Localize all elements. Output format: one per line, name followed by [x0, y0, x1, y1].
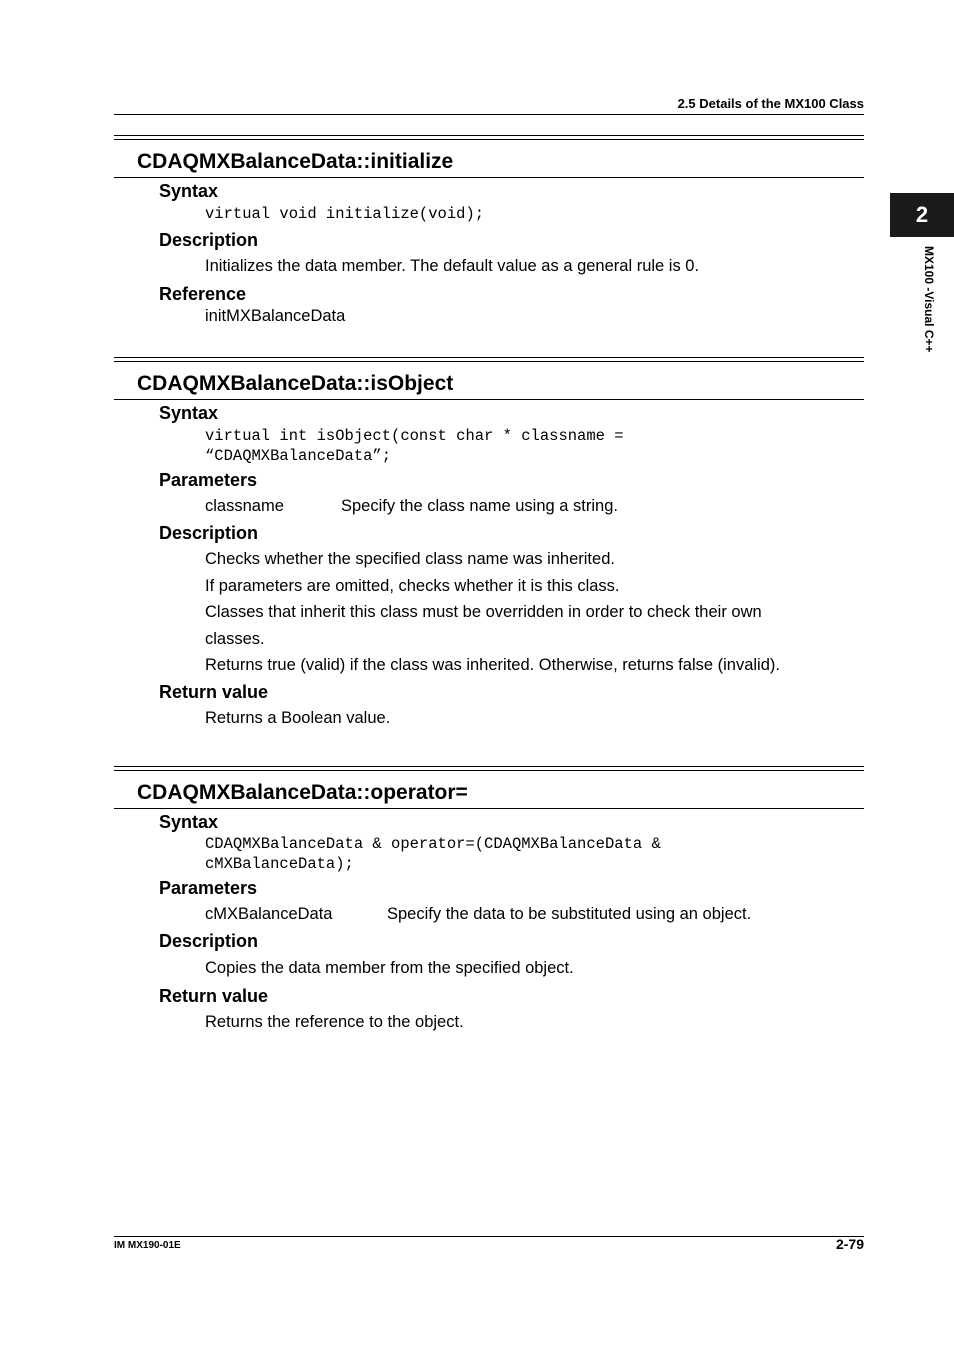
- parameter-row: [205, 493, 864, 519]
- reference-value: initMXBalanceData: [205, 306, 346, 325]
- section-operator-assign: [114, 766, 864, 1035]
- parameter-description: Specify the class name using a string.: [341, 497, 618, 515]
- section-title: CDAQMXBalanceData::initialize: [137, 150, 454, 173]
- parameter-row: [205, 901, 864, 927]
- syntax-heading: Syntax: [159, 812, 219, 832]
- parameter-name: cMXBalanceData: [205, 905, 333, 923]
- document-id: IM MX190-01E: [114, 1240, 181, 1251]
- description-line: Copies the data member from the specified object.: [205, 959, 574, 977]
- syntax-line: CDAQMXBalanceData & operator=(CDAQMXBalanceData &: [205, 835, 661, 853]
- section-initialize: [114, 135, 864, 327]
- syntax-line: virtual int isObject(const char * classname =: [205, 427, 624, 445]
- parameters-heading: Parameters: [159, 470, 258, 490]
- description-line: Checks whether the specified class name was inherited.: [205, 550, 615, 568]
- syntax-line: “CDAQMXBalanceData”;: [205, 447, 392, 465]
- syntax-heading: Syntax: [159, 181, 219, 201]
- syntax-line: virtual void initialize(void);: [205, 205, 485, 223]
- header-rule: [114, 114, 864, 115]
- chapter-tab: 2: [890, 193, 954, 237]
- description-line: Initializes the data member. The default value as a general rule is 0.: [205, 257, 700, 275]
- syntax-line: cMXBalanceData);: [205, 855, 354, 873]
- reference-heading: Reference: [159, 283, 247, 304]
- description-line: Classes that inherit this class must be overridden in order to check their own: [205, 603, 762, 621]
- return-value: Returns a Boolean value.: [205, 708, 391, 727]
- parameter-name: classname: [205, 497, 284, 515]
- description-heading: Description: [159, 931, 259, 951]
- running-head: 2.5 Details of the MX100 Class: [677, 96, 864, 111]
- parameter-description: Specify the data to be substituted using an object.: [387, 905, 752, 923]
- return-value: Returns the reference to the object.: [205, 1012, 464, 1031]
- return-value-heading: Return value: [159, 985, 269, 1006]
- section-title: CDAQMXBalanceData::operator=: [137, 781, 468, 804]
- syntax-heading: Syntax: [159, 403, 219, 423]
- section-title-rule: [114, 177, 864, 178]
- description-line: Returns true (valid) if the class was inherited. Otherwise, returns false (invalid).: [205, 656, 780, 674]
- section-title-rule: [114, 399, 864, 400]
- description-line: classes.: [205, 629, 265, 648]
- return-value-heading: Return value: [159, 681, 269, 702]
- page-number: 2-79: [835, 1236, 864, 1252]
- footer-rule: [114, 1236, 864, 1237]
- section-isobject: [114, 357, 864, 731]
- description-heading: Description: [159, 230, 259, 250]
- section-title: CDAQMXBalanceData::isObject: [137, 372, 454, 395]
- description-line: If parameters are omitted, checks whether it is this class.: [205, 576, 620, 595]
- description-heading: Description: [159, 523, 259, 543]
- chapter-side-label: MX100 -Visual C++: [922, 246, 936, 353]
- parameters-heading: Parameters: [159, 878, 258, 898]
- section-title-rule: [114, 808, 864, 809]
